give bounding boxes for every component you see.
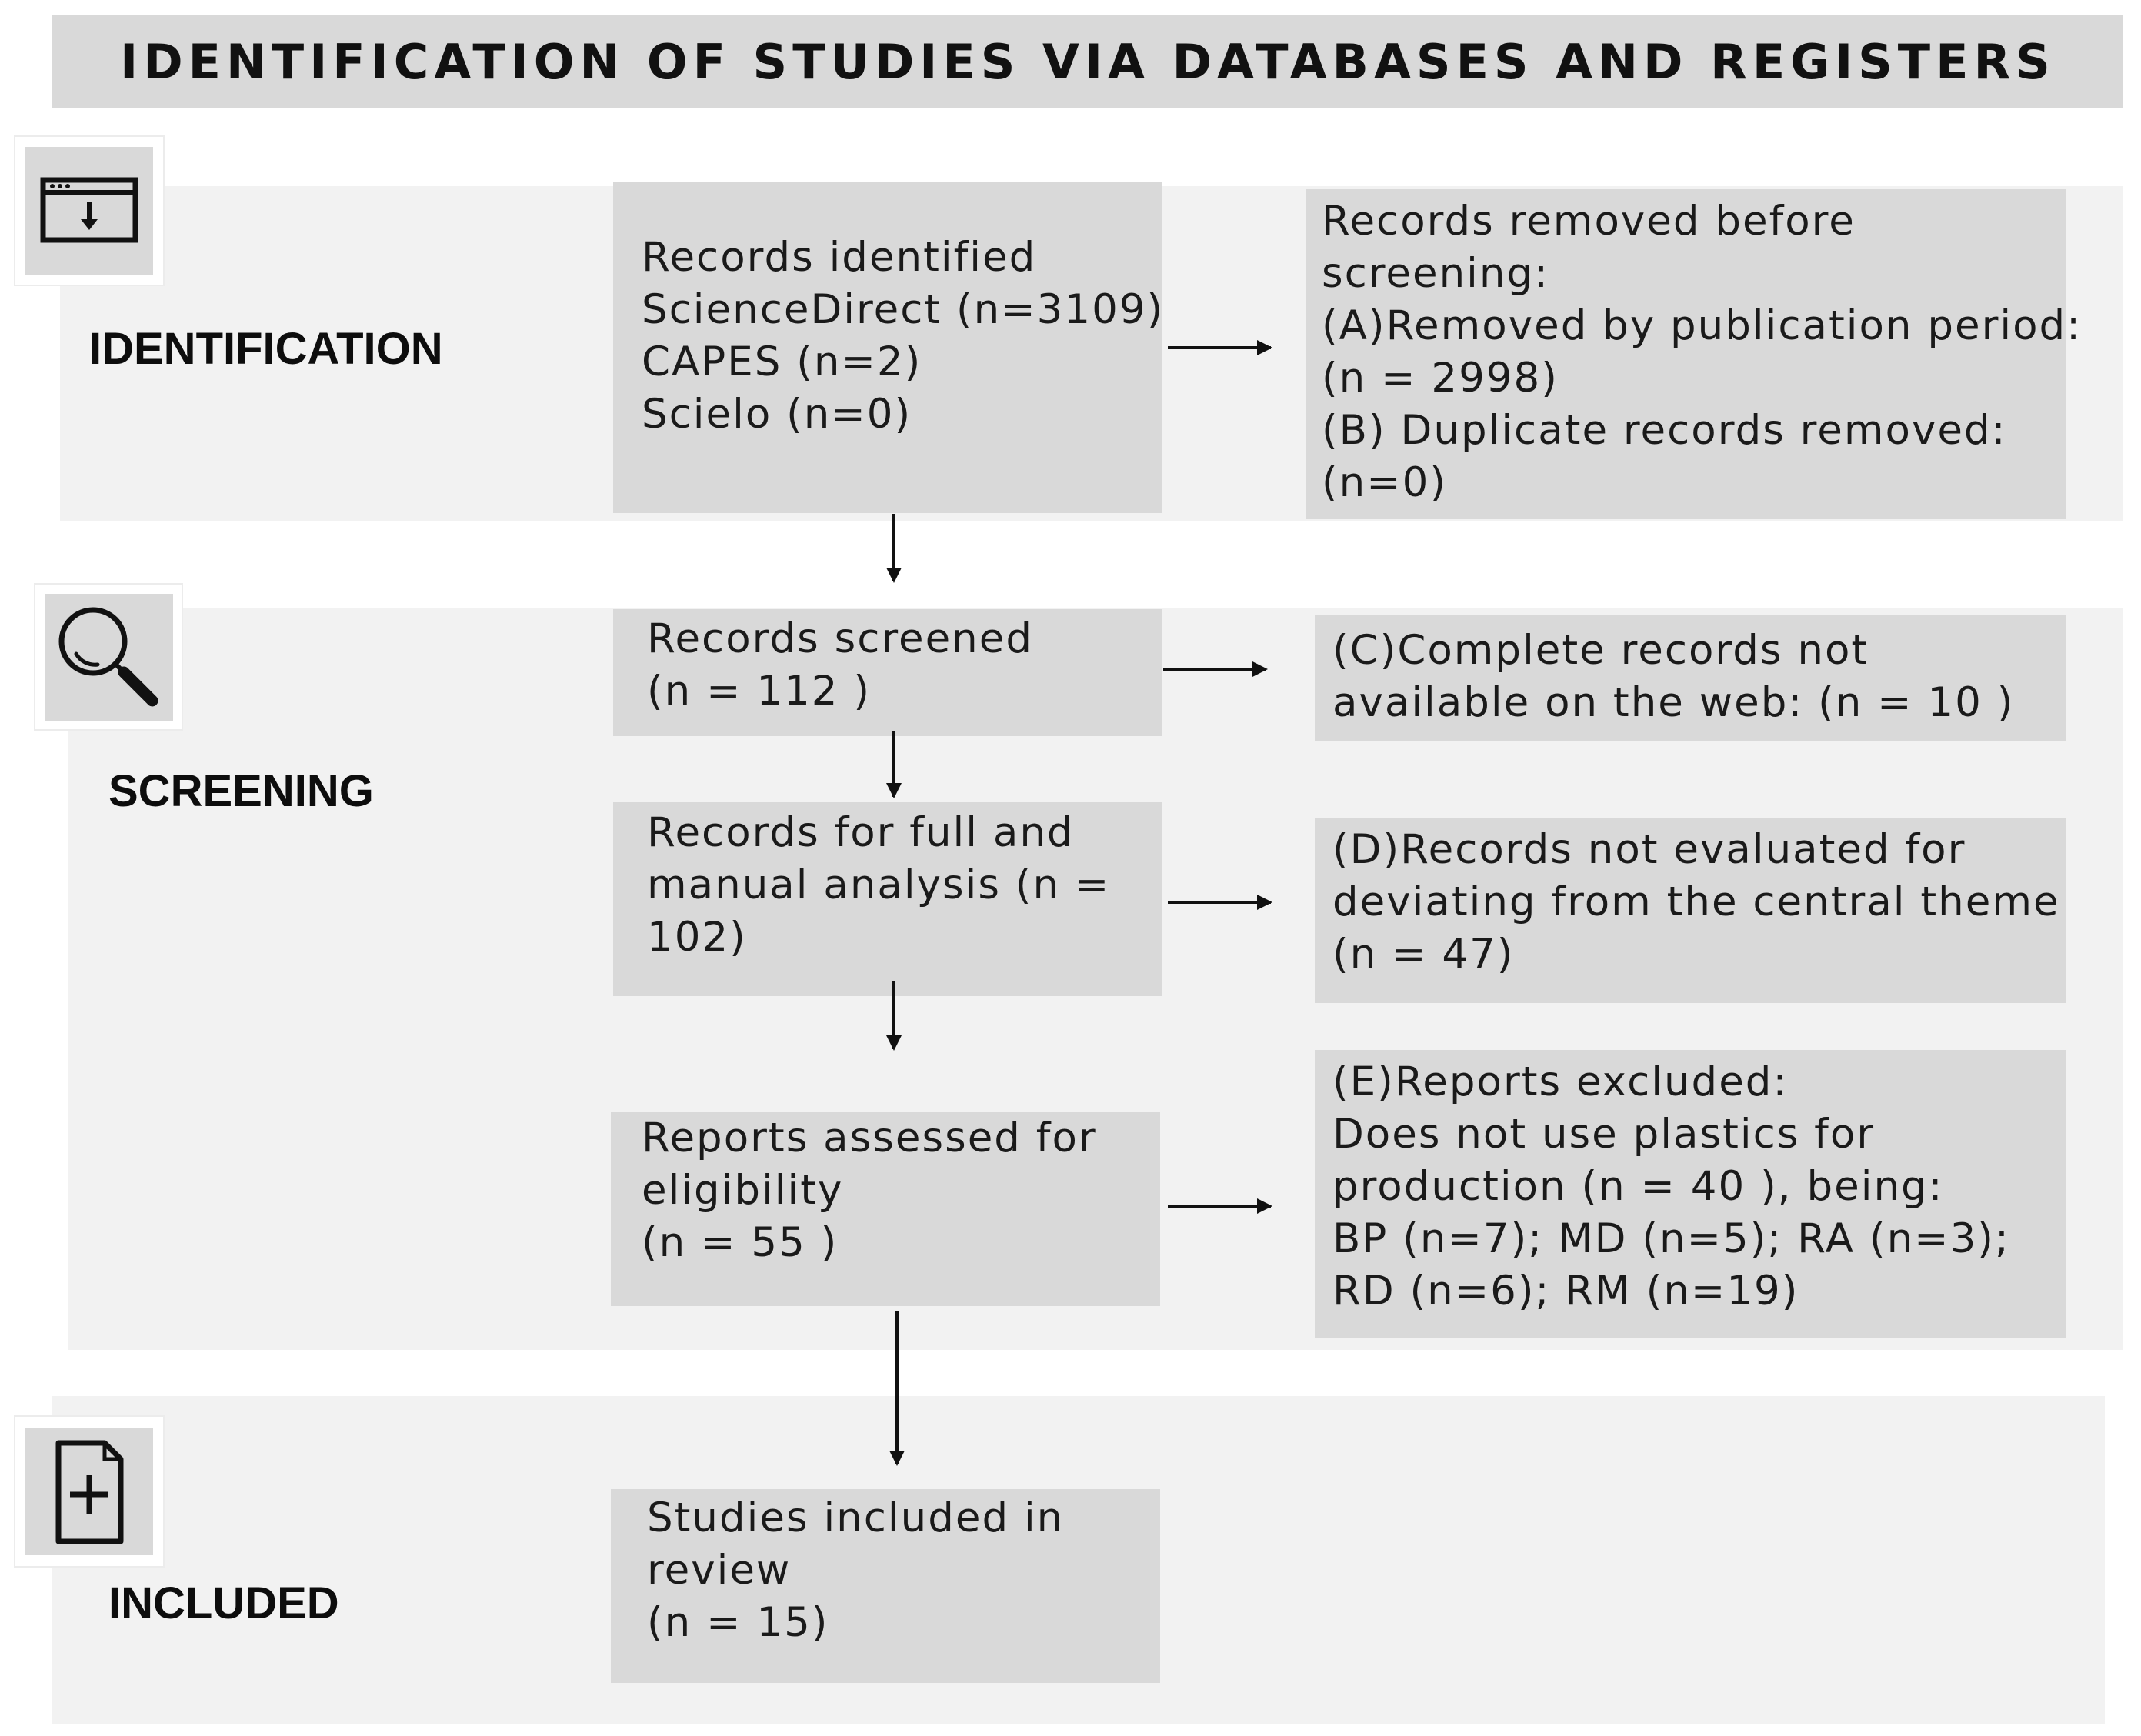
box-line: (n=0) — [1322, 459, 1448, 506]
box-line: Reports assessed for — [642, 1115, 1097, 1161]
box-line: available on the web: (n = 10 ) — [1332, 679, 2015, 726]
box-line: (n = 15) — [647, 1599, 829, 1646]
box-line: (n = 2998) — [1322, 355, 1559, 402]
box-line: CAPES (n=2) — [642, 338, 922, 385]
box-line: (B) Duplicate records removed: — [1322, 407, 2007, 454]
box-line: Records screened — [647, 615, 1034, 662]
box-line: production (n = 40 ), being: — [1332, 1163, 1944, 1210]
box-line: deviating from the central theme — [1332, 878, 2060, 925]
phase-label-screening: SCREENING — [108, 766, 374, 816]
box-line: manual analysis (n = — [647, 861, 1111, 908]
box-line: Records for full and — [647, 809, 1075, 856]
box-line: Records identified — [642, 234, 1037, 281]
box-line: (D)Records not evaluated for — [1332, 826, 1966, 873]
box-line: Records removed before — [1322, 198, 1856, 245]
phase-label-included: INCLUDED — [108, 1578, 339, 1628]
box-line: Does not use plastics for — [1332, 1111, 1876, 1158]
box-line: (n = 55 ) — [642, 1219, 839, 1266]
diagram-title: IDENTIFICATION OF STUDIES VIA DATABASES AND REGISTERS — [120, 33, 2056, 90]
box-line: screening: — [1322, 250, 1549, 297]
box-line: ScienceDirect (n=3109) — [642, 286, 1165, 333]
box-line: review — [647, 1547, 792, 1594]
box-line: BP (n=7); MD (n=5); RA (n=3); — [1332, 1215, 2010, 1262]
box-line: (E)Reports excluded: — [1332, 1058, 1789, 1105]
box-line: 102) — [647, 914, 747, 961]
box-line: RD (n=6); RM (n=19) — [1332, 1268, 1799, 1314]
box-line: eligibility — [642, 1167, 844, 1214]
box-line: (C)Complete records not — [1332, 627, 1869, 674]
box-line: (A)Removed by publication period: — [1322, 302, 2083, 349]
phase-label-identification: IDENTIFICATION — [89, 324, 443, 374]
box-line: Scielo (n=0) — [642, 391, 912, 438]
box-line: Studies included in — [647, 1494, 1065, 1541]
box-line: (n = 47) — [1332, 931, 1515, 978]
box-line: (n = 112 ) — [647, 668, 872, 715]
